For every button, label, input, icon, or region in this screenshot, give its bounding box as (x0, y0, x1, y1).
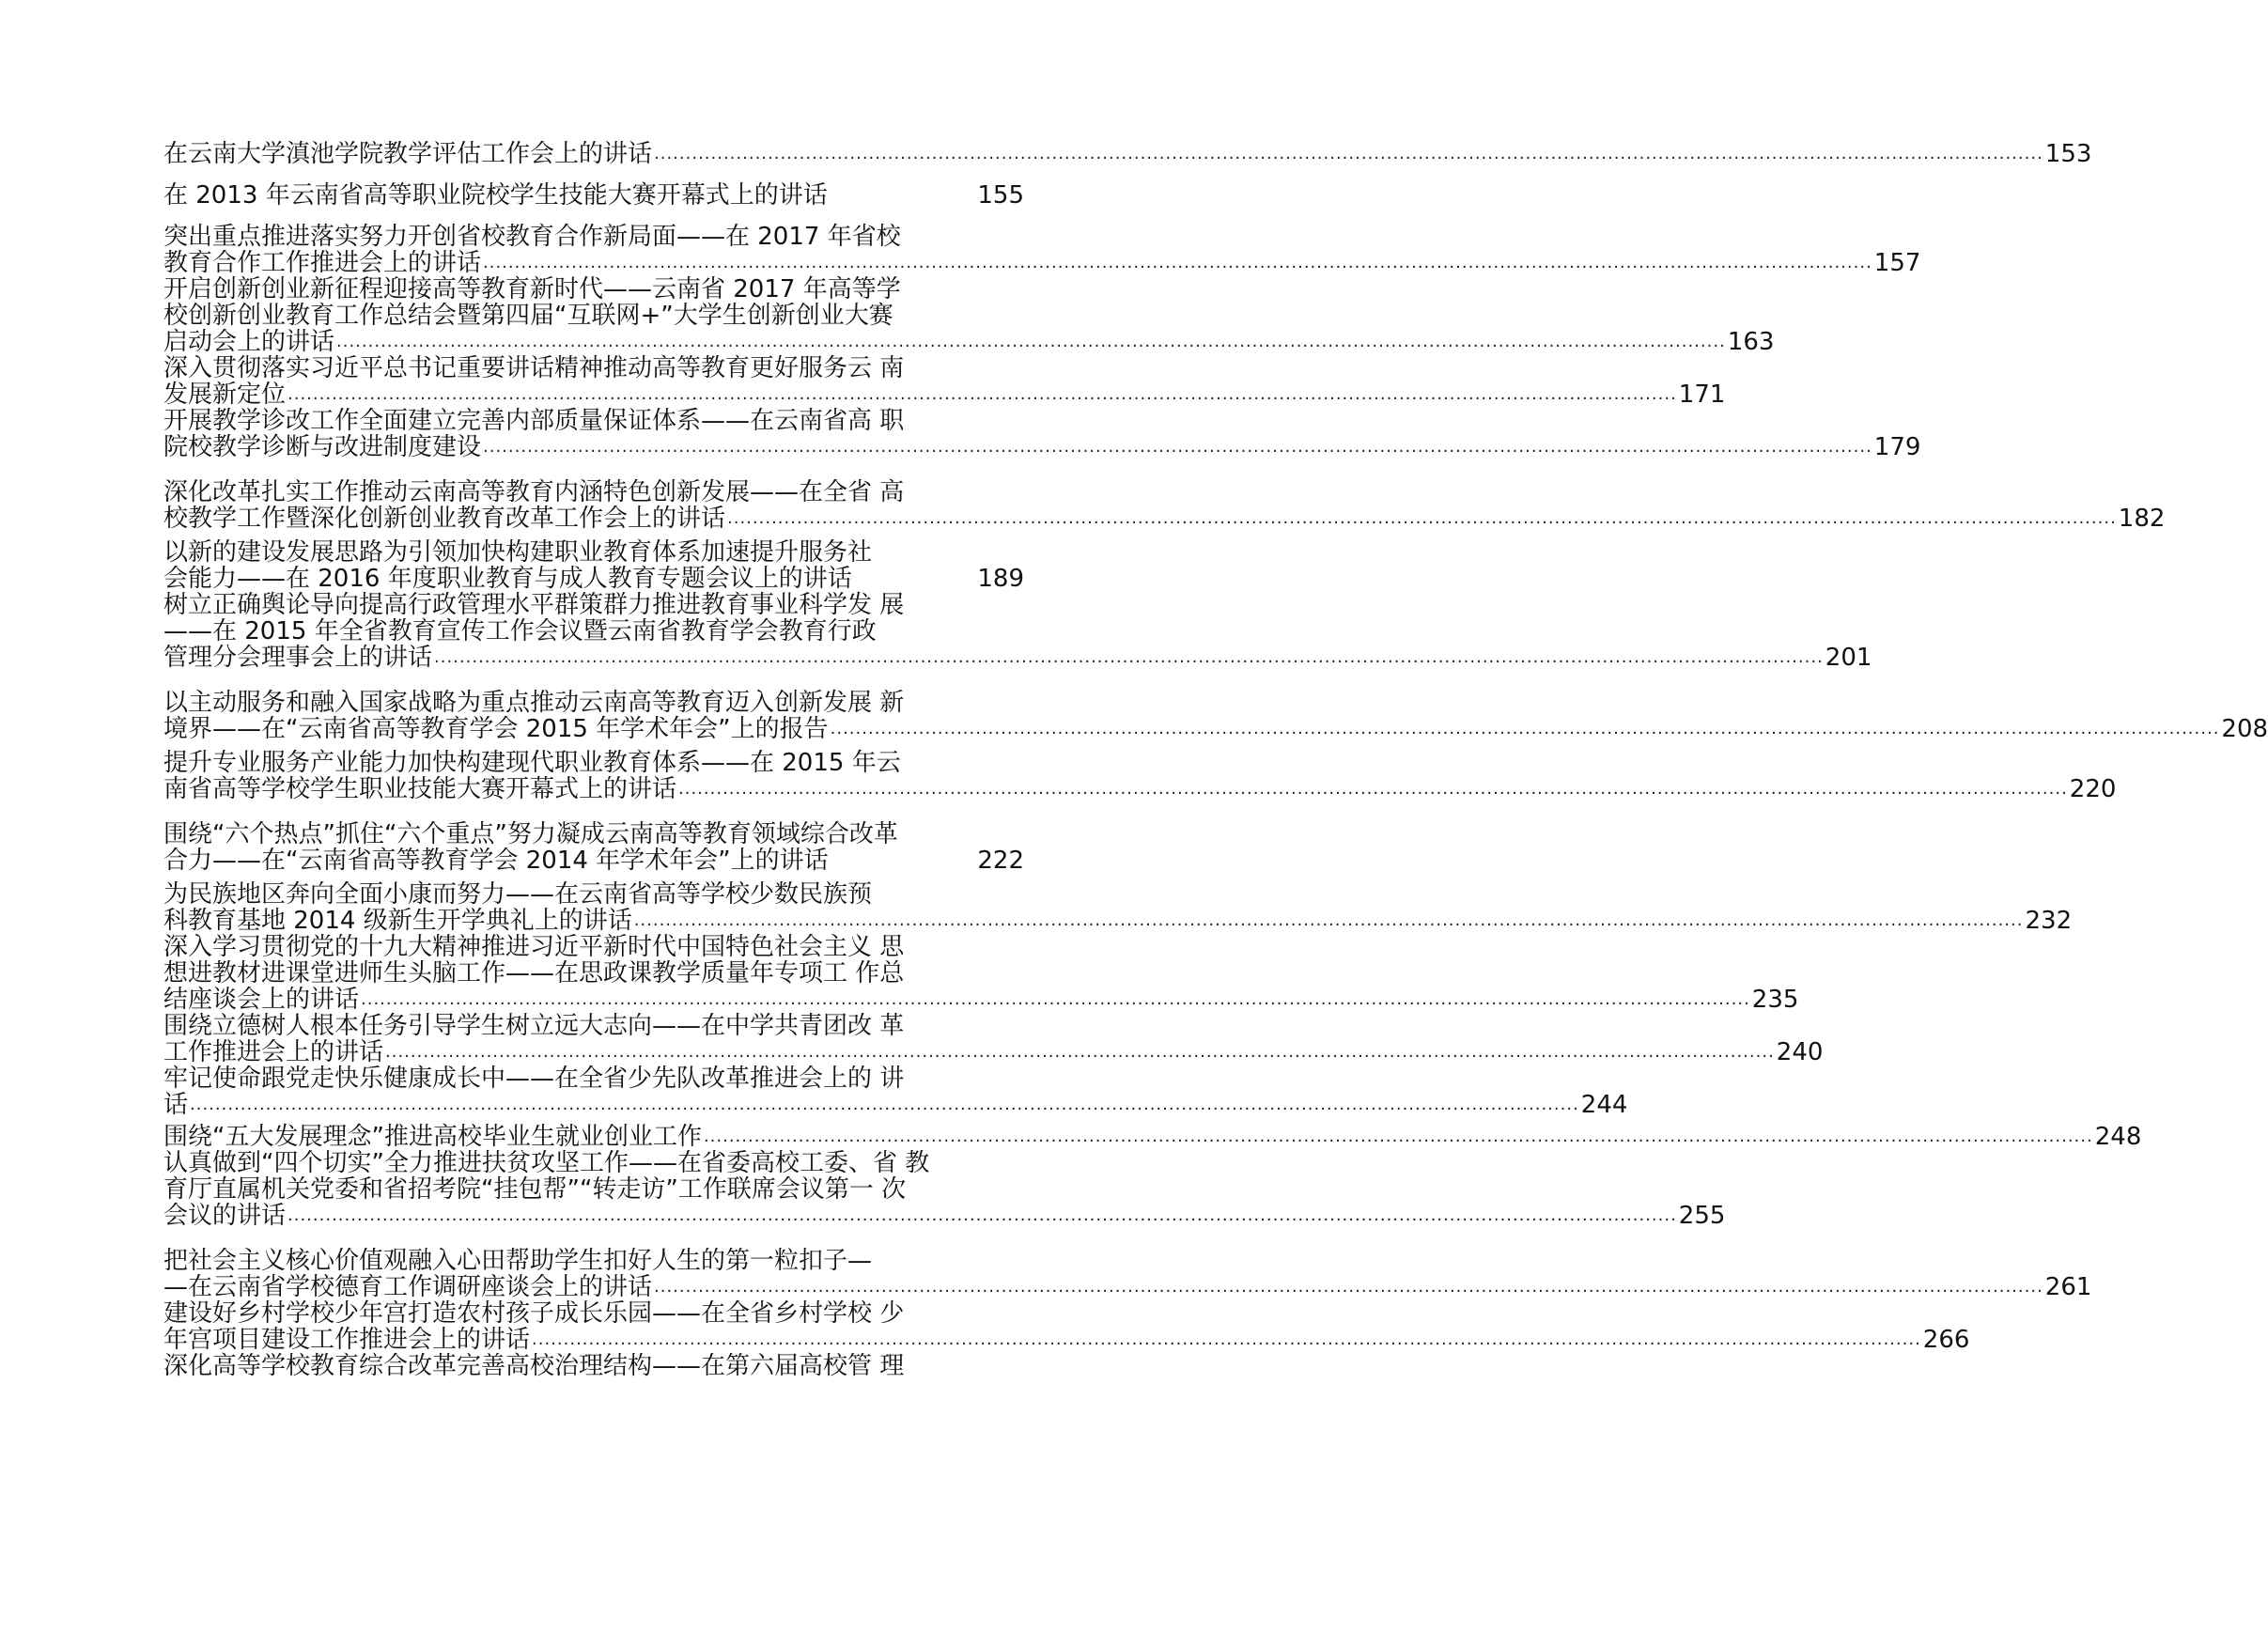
page-number: 222 (977, 847, 1024, 875)
toc-entry-line (163, 775, 2117, 803)
toc-entry[interactable] (163, 821, 1024, 874)
dot-leader: ............................................................................................................................................................................................................................ (483, 437, 1872, 457)
toc-entry-line (163, 644, 1872, 672)
toc-entry-title: 想进教材进课堂进师生头脑工作——在思政课教学质量年专项工 作总 (163, 959, 905, 987)
toc-entry-title: 深化改革扎实工作推动云南高等教育内涵特色创新发展——在全省 高 (163, 478, 905, 506)
toc-entry-title: 围绕“五大发展理念”推进高校毕业生就业创业工作 (163, 1123, 702, 1151)
toc-entry-line (163, 881, 1024, 908)
toc-entry-title: 提升专业服务产业能力加快构建现代职业教育体系——在 2015 年云 (163, 749, 901, 777)
dot-leader: ............................................................................................................................................................................................................................ (336, 332, 1726, 351)
page-number: 201 (1825, 644, 1872, 672)
dot-leader: ............................................................................................................................................................................................................................ (287, 384, 1677, 404)
toc-entry-line (163, 1038, 1824, 1066)
toc-entry-line (163, 1353, 1024, 1379)
page-number: 157 (1873, 249, 1921, 277)
toc-entry[interactable] (163, 407, 1921, 461)
toc-entry-line (163, 1300, 1024, 1327)
toc-entry-title: 话 (163, 1091, 189, 1119)
toc-entry-line (163, 847, 1024, 874)
dot-leader: ............................................................................................................................................................................................................................ (385, 1042, 1775, 1062)
toc-entry[interactable] (163, 1353, 1024, 1379)
toc-entry[interactable] (163, 1123, 2142, 1151)
toc-entry-title: 牢记使命跟党走快乐健康成长中——在全省少先队改革推进会上的 讲 (163, 1065, 905, 1093)
toc-entry-title: 深入学习贯彻党的十九大精神推进习近平新时代中国特色社会主义 思 (163, 933, 905, 961)
toc-entry-title: 围绕立德树人根本任务引导学生树立远大志向——在中学共青团改 革 (163, 1012, 905, 1040)
toc-entry[interactable] (163, 689, 2268, 743)
toc-entry[interactable] (163, 749, 2117, 803)
toc-entry[interactable] (163, 1065, 1628, 1119)
toc-entry-title: 结座谈会上的讲话 (163, 986, 360, 1014)
dot-leader: ............................................................................................................................................................................................................................ (633, 910, 2024, 930)
dot-leader: ............................................................................................................................................................................................................................ (434, 647, 1824, 667)
toc-entry-line (163, 140, 2092, 168)
toc-entry-title: 合力——在“云南省高等教育学会 2014 年学术年会”上的讲话 (163, 847, 829, 875)
toc-entry-line (163, 1248, 1024, 1274)
page-number: 232 (2025, 907, 2073, 935)
toc-entry-title: 校创新创业教育工作总结会暨第四届“互联网+”大学生创新创业大赛 (163, 302, 893, 330)
toc-entry-title: 树立正确舆论导向提高行政管理水平群策群力推进教育事业科学发 展 (163, 591, 905, 619)
toc-entry-line (163, 276, 1024, 303)
toc-entry-line (163, 1150, 1024, 1176)
toc-entry-line (163, 1202, 1726, 1230)
toc-entry-line (163, 1013, 1024, 1039)
toc-entry[interactable] (163, 1299, 1970, 1354)
toc-entry-line (163, 182, 1024, 209)
toc-entry[interactable] (163, 933, 1799, 1014)
page-number: 179 (1873, 433, 1921, 461)
toc-entry-title: —在云南省学校德育工作调研座谈会上的讲话 (163, 1273, 653, 1301)
dot-leader: ............................................................................................................................................................................................................................ (287, 1205, 1677, 1225)
toc-entry-title: 会议的讲话 (163, 1202, 287, 1230)
toc-entry-line (163, 303, 1024, 329)
toc-entry-title: 深入贯彻落实习近平总书记重要讲话精神推动高等教育更好服务云 南 (163, 354, 905, 382)
dot-leader: ............................................................................................................................................................................................................................ (654, 144, 2043, 163)
toc-entry-title: 开展教学诊改工作全面建立完善内部质量保证体系——在云南省高 职 (163, 407, 905, 435)
toc-entry-line (163, 690, 1024, 716)
toc-entry-title: 管理分会理事会上的讲话 (163, 644, 433, 672)
toc-entry-line (163, 1273, 2092, 1301)
page-number: 240 (1776, 1038, 1824, 1066)
page-number: 261 (2044, 1273, 2092, 1301)
toc-entry-title: 育厅直属机关党委和省招考院“挂包帮”“转走访”工作联席会议第一 次 (163, 1175, 907, 1204)
toc-entry[interactable] (163, 140, 2092, 168)
dot-leader: ............................................................................................................................................................................................................................ (532, 1329, 1921, 1349)
toc-entry-title: 院校教学诊断与改进制度建设 (163, 433, 482, 461)
toc-entry-title: 突出重点推进落实努力开创省校教育合作新局面——在 2017 年省校 (163, 223, 901, 251)
toc-entry-title: 工作推进会上的讲话 (163, 1038, 384, 1066)
page-number: 171 (1678, 381, 1726, 409)
dot-leader: ............................................................................................................................................................................................................................ (361, 989, 1750, 1009)
toc-entry-title: ——在 2015 年全省教育宣传工作会议暨云南省教育学会教育行政 (163, 617, 877, 645)
page-number: 266 (1922, 1326, 1970, 1354)
toc-entry[interactable] (163, 880, 2073, 935)
toc-entry-line (163, 1065, 1024, 1092)
toc-entry[interactable] (163, 591, 1872, 672)
toc-entry-title: 南省高等学校学生职业技能大赛开幕式上的讲话 (163, 775, 677, 803)
toc-entry-line (163, 618, 1024, 645)
toc-entry[interactable] (163, 1149, 1726, 1230)
toc-entry-title: 境界——在“云南省高等教育学会 2015 年学术年会”上的报告 (163, 715, 829, 743)
toc-entry-line (163, 960, 1024, 987)
page-number: 153 (2044, 140, 2092, 168)
toc-entry-line (163, 1176, 1024, 1203)
toc-entry-line (163, 1091, 1628, 1119)
toc-entry-title: 为民族地区奔向全面小康而努力——在云南省高等学校少数民族预 (163, 880, 873, 909)
dot-leader: ............................................................................................................................................................................................................................ (654, 1277, 2043, 1297)
toc-entry-line (163, 715, 2268, 743)
toc-entry-line (163, 821, 1024, 847)
toc-entry-line (163, 750, 1024, 776)
toc-entry[interactable] (163, 539, 1024, 592)
toc-entry-title: 会能力——在 2016 年度职业教育与成人教育专题会议上的讲话 (163, 565, 852, 593)
toc-entry-line (163, 249, 1921, 277)
toc-entry[interactable] (163, 1247, 2092, 1301)
toc-entry-line (163, 934, 1024, 960)
toc-entry[interactable] (163, 182, 1024, 209)
page-number: 235 (1751, 986, 1799, 1014)
dot-leader: ............................................................................................................................................................................................................................ (190, 1095, 1579, 1114)
toc-entry-line (163, 433, 1921, 461)
toc-entry-line (163, 986, 1799, 1014)
toc-entry-title: 认真做到“四个切实”全力推进扶贫攻坚工作——在省委高校工委、省 教 (163, 1149, 930, 1177)
dot-leader: ............................................................................................................................................................................................................................ (727, 508, 2117, 528)
page-number: 220 (2069, 775, 2117, 803)
page-number: 208 (2221, 715, 2268, 743)
toc-entry-line (163, 408, 1024, 434)
toc-entry-line (163, 224, 1024, 250)
toc-entry-title: 以主动服务和融入国家战略为重点推动云南高等教育迈入创新发展 新 (163, 689, 905, 717)
toc-entry-title: 校教学工作暨深化创新创业教育改革工作会上的讲话 (163, 505, 726, 533)
dot-leader: ............................................................................................................................................................................................................................ (678, 779, 2068, 799)
toc-entry[interactable] (163, 1012, 1824, 1066)
toc-entry[interactable] (163, 354, 1726, 409)
page-number: 255 (1678, 1202, 1726, 1230)
toc-entry-title: 深化高等学校教育综合改革完善高校治理结构——在第六届高校管 理 (163, 1352, 905, 1380)
toc-entry-line (163, 1123, 2142, 1151)
page-number: 248 (2094, 1123, 2142, 1151)
toc-entry-title: 在云南大学滇池学院教学评估工作会上的讲话 (163, 140, 653, 168)
toc-entry-line (163, 539, 1024, 566)
dot-leader: ............................................................................................................................................................................................................................ (830, 719, 2220, 738)
dot-leader: ............................................................................................................................................................................................................................ (483, 253, 1872, 272)
toc-entry-line (163, 328, 1775, 356)
toc-entry-title: 在 2013 年云南省高等职业院校学生技能大赛开幕式上的讲话 (163, 181, 828, 210)
toc-entry[interactable] (163, 275, 1775, 356)
toc-entry-line (163, 381, 1726, 409)
toc-entry-title: 教育合作工作推进会上的讲话 (163, 249, 482, 277)
dot-leader: ............................................................................................................................................................................................................................ (703, 1127, 2093, 1146)
toc-entry-title: 启动会上的讲话 (163, 328, 335, 356)
toc-entry-line (163, 566, 1024, 592)
table-of-contents (163, 140, 2268, 1380)
toc-entry-title: 围绕“六个热点”抓住“六个重点”努力凝成云南高等教育领域综合改革 (163, 820, 898, 848)
toc-entry-title: 科教育基地 2014 级新生开学典礼上的讲话 (163, 907, 632, 935)
page-number: 189 (977, 565, 1024, 593)
toc-entry-line (163, 1326, 1970, 1354)
toc-entry-title: 把社会主义核心价值观融入心田帮助学生扣好人生的第一粒扣子— (163, 1247, 873, 1275)
toc-entry-line (163, 907, 2073, 935)
page-number: 244 (1580, 1091, 1628, 1119)
toc-entry-line (163, 592, 1024, 618)
toc-entry-title: 以新的建设发展思路为引领加快构建职业教育体系加速提升服务社 (163, 538, 873, 567)
toc-entry-title: 发展新定位 (163, 381, 287, 409)
toc-entry[interactable] (163, 223, 1921, 277)
toc-entry-title: 建设好乡村学校少年宫打造农村孩子成长乐园——在全省乡村学校 少 (163, 1299, 905, 1328)
toc-entry-line (163, 479, 1024, 505)
toc-entry-line (163, 355, 1024, 381)
toc-entry-title: 年宫项目建设工作推进会上的讲话 (163, 1326, 531, 1354)
page-number: 163 (1727, 328, 1775, 356)
page-number: 155 (977, 181, 1024, 210)
page-number: 182 (2118, 505, 2166, 533)
toc-entry-title: 开启创新创业新征程迎接高等教育新时代——云南省 2017 年高等学 (163, 275, 901, 303)
toc-entry[interactable] (163, 478, 2166, 533)
toc-entry-line (163, 505, 2166, 533)
